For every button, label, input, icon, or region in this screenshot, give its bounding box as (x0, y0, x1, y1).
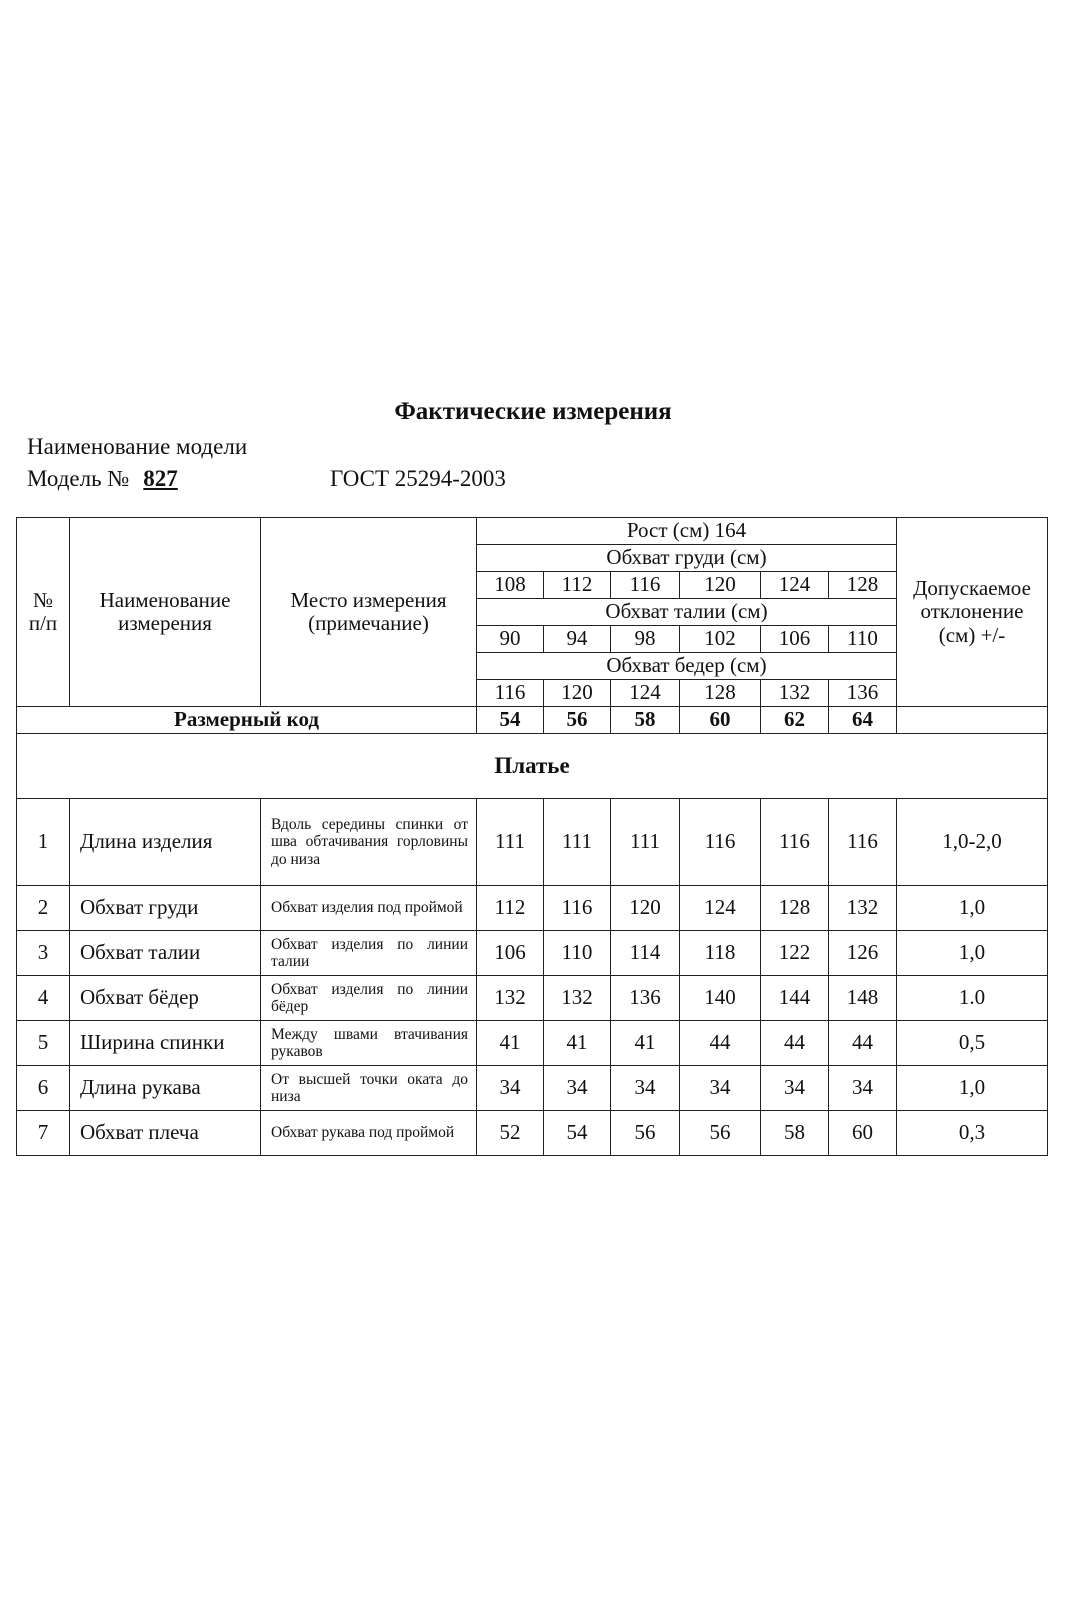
table-row (17, 1066, 1048, 1111)
chest-value: 108 (477, 572, 544, 599)
size-code-value: 62 (761, 707, 829, 734)
waist-value: 94 (544, 626, 611, 653)
model-number-value: 827 (143, 466, 178, 491)
row-value: 120 (611, 886, 680, 931)
waist-value: 110 (829, 626, 897, 653)
row-value: 34 (761, 1066, 829, 1111)
row-name: Длина рукава (70, 1066, 261, 1111)
row-value: 116 (544, 886, 611, 931)
table-row (17, 886, 1048, 931)
chest-value: 128 (829, 572, 897, 599)
size-code-value: 60 (680, 707, 761, 734)
row-value: 56 (680, 1111, 761, 1156)
row-value: 132 (544, 976, 611, 1021)
row-value: 116 (680, 799, 761, 886)
row-value: 132 (829, 886, 897, 931)
row-tolerance: 1,0-2,0 (897, 799, 1048, 886)
hips-label: Обхват бедер (см) (477, 653, 897, 680)
row-value: 34 (829, 1066, 897, 1111)
row-value: 41 (544, 1021, 611, 1066)
row-number: 6 (17, 1066, 70, 1111)
size-code-value: 56 (544, 707, 611, 734)
row-value: 58 (761, 1111, 829, 1156)
row-value: 144 (761, 976, 829, 1021)
waist-value: 102 (680, 626, 761, 653)
row-name: Длина изделия (70, 799, 261, 886)
measurements-table-body (17, 518, 1048, 1156)
row-value: 111 (544, 799, 611, 886)
header-place: Место измерения (примечание) (261, 518, 477, 707)
row-tolerance: 0,3 (897, 1111, 1048, 1156)
chest-label: Обхват груди (см) (477, 545, 897, 572)
row-value: 52 (477, 1111, 544, 1156)
row-name: Обхват талии (70, 931, 261, 976)
header-name: Наименование измерения (70, 518, 261, 707)
row-value: 111 (477, 799, 544, 886)
row-tolerance: 0,5 (897, 1021, 1048, 1066)
gost-standard: ГОСТ 25294-2003 (330, 466, 506, 491)
row-value: 34 (544, 1066, 611, 1111)
hips-value: 116 (477, 680, 544, 707)
waist-label: Обхват талии (см) (477, 599, 897, 626)
row-note: Обхват рукава под проймой (261, 1111, 477, 1156)
header-row-height (17, 518, 1048, 545)
chest-value: 124 (761, 572, 829, 599)
size-code-label: Размерный код (17, 707, 477, 734)
row-number: 4 (17, 976, 70, 1021)
size-code-value: 58 (611, 707, 680, 734)
row-note: От высшей точки оката до низа (261, 1066, 477, 1111)
row-number: 1 (17, 799, 70, 886)
chest-value: 120 (680, 572, 761, 599)
row-tolerance: 1.0 (897, 976, 1048, 1021)
hips-value: 132 (761, 680, 829, 707)
row-value: 44 (761, 1021, 829, 1066)
header-no: № п/п (17, 518, 70, 707)
row-note: Обхват изделия по линии талии (261, 931, 477, 976)
row-note: Вдоль середины спинки от шва обтачивания горловины до низа (261, 799, 477, 886)
row-value: 118 (680, 931, 761, 976)
row-value: 122 (761, 931, 829, 976)
waist-value: 90 (477, 626, 544, 653)
row-value: 110 (544, 931, 611, 976)
table-row (17, 799, 1048, 886)
row-value: 44 (829, 1021, 897, 1066)
page-title: Фактические измерения (394, 398, 672, 425)
row-value: 41 (477, 1021, 544, 1066)
row-value: 148 (829, 976, 897, 1021)
header-tolerance: Допускаемое отклонение (см) +/- (897, 518, 1048, 707)
row-value: 41 (611, 1021, 680, 1066)
size-code-value: 54 (477, 707, 544, 734)
section-title: Платье (17, 734, 1048, 799)
row-name: Обхват бёдер (70, 976, 261, 1021)
row-value: 34 (680, 1066, 761, 1111)
row-value: 124 (680, 886, 761, 931)
row-tolerance: 1,0 (897, 1066, 1048, 1111)
row-value: 60 (829, 1111, 897, 1156)
chest-value: 116 (611, 572, 680, 599)
row-note: Обхват изделия по линии бёдер (261, 976, 477, 1021)
measurements-table (16, 517, 1048, 1156)
row-value: 106 (477, 931, 544, 976)
row-name: Обхват плеча (70, 1111, 261, 1156)
row-number: 3 (17, 931, 70, 976)
row-note: Обхват изделия под проймой (261, 886, 477, 931)
row-value: 140 (680, 976, 761, 1021)
row-value: 111 (611, 799, 680, 886)
height-label: Рост (см) 164 (477, 518, 897, 545)
hips-value: 136 (829, 680, 897, 707)
model-number-label: Модель № (27, 466, 130, 491)
table-row (17, 1021, 1048, 1066)
row-tolerance: 1,0 (897, 931, 1048, 976)
hips-value: 128 (680, 680, 761, 707)
table-row (17, 931, 1048, 976)
row-name: Обхват груди (70, 886, 261, 931)
row-value: 116 (829, 799, 897, 886)
row-value: 112 (477, 886, 544, 931)
row-number: 5 (17, 1021, 70, 1066)
row-value: 136 (611, 976, 680, 1021)
row-name: Ширина спинки (70, 1021, 261, 1066)
row-number: 7 (17, 1111, 70, 1156)
size-code-tolerance-empty (897, 707, 1048, 734)
chest-value: 112 (544, 572, 611, 599)
row-number: 2 (17, 886, 70, 931)
hips-value: 124 (611, 680, 680, 707)
row-note: Между швами втачивания рукавов (261, 1021, 477, 1066)
size-code-value: 64 (829, 707, 897, 734)
row-value: 34 (477, 1066, 544, 1111)
model-name-label: Наименование модели (27, 434, 248, 459)
row-value: 114 (611, 931, 680, 976)
row-tolerance: 1,0 (897, 886, 1048, 931)
section-row (17, 734, 1048, 799)
waist-value: 106 (761, 626, 829, 653)
row-value: 132 (477, 976, 544, 1021)
row-value: 116 (761, 799, 829, 886)
row-value: 34 (611, 1066, 680, 1111)
size-code-row (17, 707, 1048, 734)
row-value: 44 (680, 1021, 761, 1066)
row-value: 54 (544, 1111, 611, 1156)
row-value: 126 (829, 931, 897, 976)
table-row (17, 976, 1048, 1021)
waist-value: 98 (611, 626, 680, 653)
model-number-line (27, 466, 178, 492)
row-value: 56 (611, 1111, 680, 1156)
row-value: 128 (761, 886, 829, 931)
hips-value: 120 (544, 680, 611, 707)
table-row (17, 1111, 1048, 1156)
